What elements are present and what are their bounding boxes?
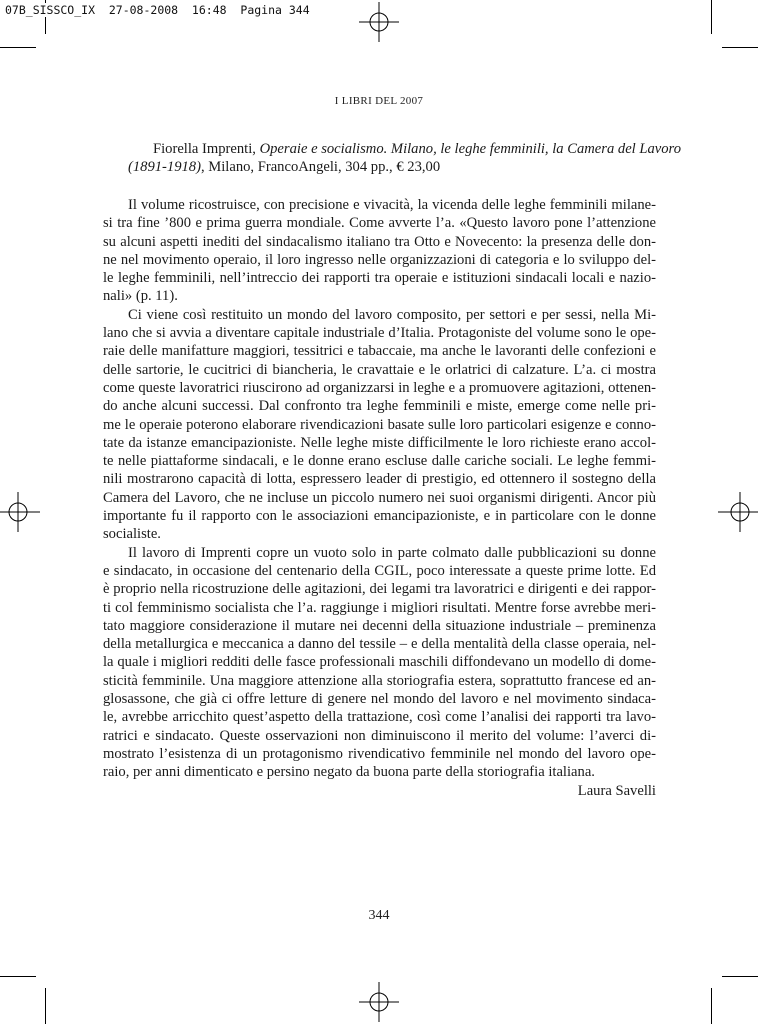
text-line: delle sartorie, le cucitrici di biancheria, le cravattaie e le orlatrici di calzature. L’a. ci mostra <box>103 361 656 378</box>
text-line: Il volume ricostruisce, con precisione e vivacità, la vicenda delle leghe femminili milane- <box>128 197 656 213</box>
running-head: I LIBRI DEL 2007 <box>334 95 424 107</box>
crop-mark <box>711 0 712 34</box>
text-line: le, avrebbe arricchito quest’aspetto della trattazione, così come l’analisi dei rapporti tra lavo- <box>103 709 656 726</box>
text-line: come queste lavoratrici riuscirono ad organizzarsi in leghe e a promuovere agitazioni, ottenen- <box>103 379 656 396</box>
text-line: si tra fine ’800 e prima guerra mondiale. Come avverte l’a. «Questo lavoro pone l’attenzione <box>103 215 656 232</box>
text-line: sticità femminile. Una maggiore attenzione alla storiografia estera, soprattutto francese ed an- <box>103 672 656 689</box>
text-line: nili mostrarono capacità di lotta, espressero leader di prestigio, ed ottennero il sostegno della <box>103 471 656 488</box>
reviewer-signature: Laura Savelli <box>577 782 656 799</box>
crop-mark <box>0 976 36 977</box>
crop-mark <box>722 976 758 977</box>
registration-mark-right <box>718 492 758 532</box>
text-line: te nelle piattaforme sindacali, e le donne erano escluse dalle cariche sociali. Le leghe femmi- <box>103 453 656 470</box>
crop-mark <box>0 47 36 48</box>
registration-mark-top <box>359 2 399 42</box>
text-line: ratrici e sindacato. Queste osservazioni non diminuiscono il merito del volume: l’averci di- <box>103 727 656 744</box>
text-line: ne nel movimento operaio, il loro ingresso nelle organizzazioni di categoria e lo sviluppo del- <box>103 251 656 268</box>
review-paragraph <box>103 544 656 782</box>
citation-author: Fiorella Imprenti, <box>153 141 260 157</box>
book-citation <box>103 140 681 177</box>
text-line: me le operaie poterono elaborare rivendicazioni basate sulle loro particolari esigenze e conno- <box>103 416 656 433</box>
crop-mark <box>711 988 712 1024</box>
review-paragraph <box>103 306 656 544</box>
text-line: tato maggiore considerazione il mutare nei decenni della situazione industriale – preminenza <box>103 617 656 634</box>
text-line: ti col femminismo socialista che l’a. raggiunge i migliori risultati. Mentre forse avrebbe meri- <box>103 599 656 616</box>
text-line: raie delle manifatture maggiori, tessitrici e tabaccaie, ma anche le lavoranti delle confezioni e <box>103 343 656 360</box>
text-line: lano che si avvia a diventare capitale industriale d’Italia. Protagoniste del volume sono le ope- <box>103 325 656 342</box>
crop-mark <box>722 47 758 48</box>
text-line: socialiste. <box>103 526 161 543</box>
text-line: Il lavoro di Imprenti copre un vuoto solo in parte colmato dalle pubblicazioni su donne <box>128 544 656 561</box>
text-line: su alcuni aspetti inediti del sindacalismo italiano tra Otto e Novecento: la presenza delle don- <box>103 233 656 250</box>
citation-publisher: , Milano, FrancoAngeli, 304 pp., € 23,00 <box>200 159 441 176</box>
registration-mark-bottom <box>359 982 399 1022</box>
text-line: della metallurgica e meccanica a danno del tessile – e della mentalità della classe operaia, nel- <box>103 636 656 653</box>
text-line: nali» (p. 11). <box>103 288 178 305</box>
text-line: glosassone, che già ci offre letture di genere nel mondo del lavoro e nel movimento sindaca- <box>103 691 656 708</box>
text-line: tate da istanze emancipazioniste. Nelle leghe miste difficilmente le loro richieste erano accol- <box>103 434 656 451</box>
citation-line <box>103 158 656 176</box>
review-body <box>103 196 656 800</box>
review-paragraph <box>103 196 656 306</box>
crop-mark <box>45 988 46 1024</box>
text-line: importante fu il rapporto con le associazioni emancipazioniste, e in particolare con le donne <box>103 508 656 525</box>
text-line: le leghe femminili, nell’intreccio dei rapporti tra operaie e istituzioni sindacali locali e nazio- <box>103 270 656 287</box>
text-line: raio, per anni dimenticato e persino negato da buona parte della storiografia italiana. <box>103 764 595 781</box>
citation-years: (1891-1918) <box>128 159 201 176</box>
text-line: e sindacato, in occasione del centenario della CGIL, poco interessate a queste prime lotte. Ed <box>103 562 656 579</box>
printer-slug: 07B_SISSCO_IX 27-08-2008 16:48 Pagina 344 <box>5 3 310 17</box>
text-line: mostrato l’esistenza di un protagonismo rivendicativo femminile nel mondo del lavoro ope- <box>103 745 656 762</box>
citation-title: Operaie e socialismo. Milano, le leghe femminili, la Camera del Lavoro <box>259 141 681 157</box>
text-line: Ci viene così restituito un mondo del lavoro composito, per settori e per sessi, nella Mi- <box>128 306 656 323</box>
text-line: è proprio nella ricostruzione delle agitazioni, dei legami tra lavoratrici e dirigenti e dei rappor- <box>103 581 656 598</box>
registration-mark-left <box>0 492 40 532</box>
text-line: do anche alcuni successi. Dal confronto tra leghe femminili e miste, emerge come nelle pri- <box>103 398 656 415</box>
text-line: la quale i migliori redditi delle fasce professionali maschili diffondevano un modello di dome- <box>103 654 656 671</box>
page-number: 344 <box>368 908 390 923</box>
text-line: Camera del Lavoro, che ne incluse un piccolo numero nei suoi organismi dirigenti. Ancor più <box>103 489 656 506</box>
citation-line <box>103 140 681 158</box>
